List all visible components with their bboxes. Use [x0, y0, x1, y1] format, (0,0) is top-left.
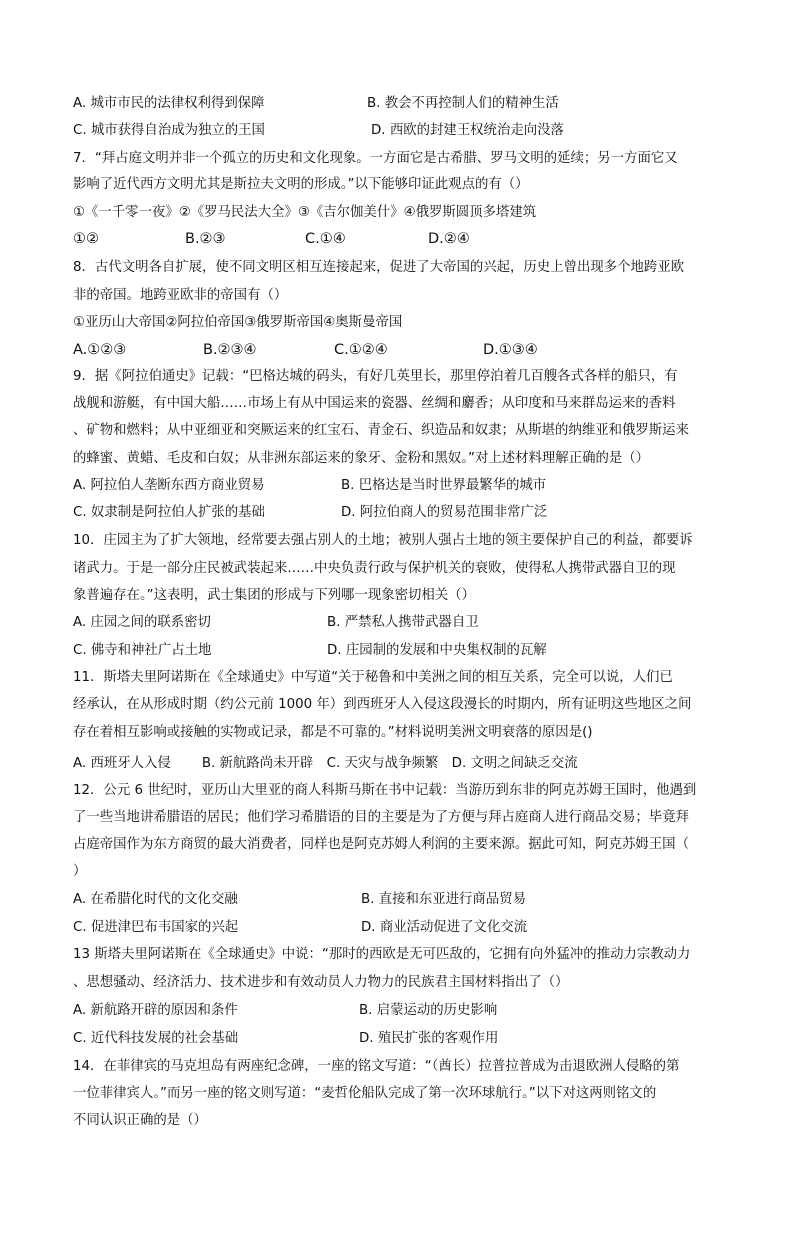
q9-option-a: A. 阿拉伯人垄断东西方商业贸易 — [73, 478, 265, 493]
q9-option-c: C. 奴隶制是阿拉伯人扩张的基础 — [73, 505, 265, 520]
q9-option-b: B. 巴格达是当时世界最繁华的城市 — [341, 478, 547, 493]
q12-option-c: C. 促进津巴布韦国家的兴起 — [73, 920, 239, 935]
q10-stem-line-2: 诸武力。于是一部分庄民被武装起来……中央负责行政与保护机关的衰败，使得私人携带武器自卫的现 — [73, 561, 676, 576]
q12-stem-line-2: 了一些当地讲希腊语的居民；他们学习希腊语的目的主要是为了方便与拜占庭商人进行商品交易；毕竟拜 — [73, 810, 689, 825]
q12-option-b: B. 直接和东亚进行商品贸易 — [361, 892, 526, 907]
q6-option-b: B. 教会不再控制人们的精神生活 — [367, 96, 559, 111]
q9-stem-line-4: 的蜂蜜、黄蜡、毛皮和白奴；从非洲东部运来的象牙、金粉和黑奴。”对上述材料理解正确的是（） — [73, 451, 650, 466]
q12-option-a: A. 在希腊化时代的文化交融 — [73, 892, 238, 907]
q13-stem-line-2: 、思想骚动、经济活力、技术进步和有效动员人力物力的民族君主国材料指出了（） — [73, 975, 569, 990]
q9-option-d: D. 阿拉伯商人的贸易范围非常广泛 — [341, 505, 548, 520]
q8-stem-line-2: 非的帝国。地跨亚欧非的帝国有（） — [73, 288, 288, 303]
q9-stem-line-1: 9．据《阿拉伯通史》记载：“巴格达城的码头，有好几英里长，那里停泊着几百艘各式各样的船只，有 — [73, 369, 678, 384]
q12-stem-line-3: 占庭帝国作为东方商贸的最大消费者，同样也是阿克苏姆人利润的主要来源。据此可知，阿克苏姆王国（ — [73, 837, 689, 852]
q13-option-b: B. 启蒙运动的历史影响 — [359, 1003, 498, 1018]
q8-items-line: ①亚历山大帝国②阿拉伯帝国③俄罗斯帝国④奥斯曼帝国 — [73, 315, 403, 330]
q7-option-b: B.②③ — [185, 231, 226, 247]
q8-option-a: A.①②③ — [73, 342, 127, 358]
q10-stem-line-1: 10．庄园主为了扩大领地，经常要去强占别人的土地；被别人强占土地的领主要保护自己的利益，都要诉 — [73, 533, 693, 548]
q14-stem-line-2: 一位菲律宾人。”而另一座的铭文则写道：“麦哲伦船队完成了第一次环球航行。”以下对这两则铭文的 — [73, 1086, 657, 1101]
q8-stem-line-1: 8．古代文明各自扩展，使不同文明区相互连接起来，促进了大帝国的兴起，历史上曾出现多个地跨亚欧 — [73, 260, 685, 275]
q7-stem-line-1: 7．“拜占庭文明并非一个孤立的历史和文化现象。一方面它是古希腊、罗马文明的延续；另一方面它又 — [73, 151, 678, 166]
q9-stem-line-3: 、矿物和燃料；从中亚细亚和突厥运来的红宝石、青金石、织造品和奴隶；从斯堪的纳维亚和俄罗斯运来 — [73, 423, 689, 438]
q7-option-c: C.①④ — [305, 231, 346, 247]
q13-option-d: D. 殖民扩张的客观作用 — [359, 1031, 499, 1046]
q8-option-b: B.②③④ — [203, 342, 257, 358]
q13-option-a: A. 新航路开辟的原因和条件 — [73, 1003, 238, 1018]
q14-stem-line-1: 14．在菲律宾的马克坦岛有两座纪念碑，一座的铭文写道：“（酋长）拉普拉普成为击退欧洲人侵略的第 — [73, 1059, 680, 1074]
q12-stem-line-4: ） — [73, 864, 87, 879]
q11-stem-line-1: 11．斯塔夫里阿诺斯在《全球通史》中写道“关于秘鲁和中美洲之间的相互关系，完全可以说，人们已 — [73, 670, 673, 685]
q7-option-d: D.②④ — [428, 231, 470, 247]
q6-option-c: C. 城市获得自治成为独立的王国 — [73, 123, 265, 138]
q13-option-c: C. 近代科技发展的社会基础 — [73, 1031, 239, 1046]
q6-option-a: A. 城市市民的法律权利得到保障 — [73, 96, 265, 111]
q10-option-a: A. 庄园之间的联系密切 — [73, 615, 211, 630]
q7-option-a: ①② — [73, 231, 99, 247]
q10-option-b: B. 严禁私人携带武器自卫 — [327, 615, 479, 630]
q11-options-row: A. 西班牙人入侵 B. 新航路尚未开辟 C. 天灾与战争频繁 D. 文明之间缺乏交流 — [73, 756, 578, 771]
q9-stem-line-2: 战舰和游艇，有中国大船……市场上有从中国运来的瓷器、丝绸和麝香；从印度和马来群岛运来的香料 — [73, 396, 676, 411]
q11-stem-line-3: 存在着相互影响或接触的实物或记录，都是不可靠的。”材料说明美洲文明衰落的原因是() — [73, 725, 593, 740]
q7-stem-line-2: 影响了近代西方文明尤其是斯拉夫文明的形成。”以下能够印证此观点的有（） — [73, 177, 529, 192]
q13-stem-line-1: 13 斯塔夫里阿诺斯在《全球通史》中说：“那时的西欧是无可匹敌的，它拥有向外猛冲的推动力宗教动力 — [73, 947, 691, 962]
q8-option-c: C.①②④ — [334, 342, 388, 358]
q8-option-d: D.①③④ — [483, 342, 538, 358]
q11-stem-line-2: 经承认，在从形成时期（约公元前 1000 年）到西班牙人入侵这段漫长的时期内，所有证明这些地区之间 — [73, 697, 692, 712]
q10-stem-line-3: 象普遍存在。”这表明，武士集团的形成与下列哪一现象密切相关（） — [73, 588, 475, 603]
q10-option-c: C. 佛寺和神社广占土地 — [73, 643, 212, 658]
q7-items-line: ①《一千零一夜》②《罗马民法大全》③《吉尔伽美什》④俄罗斯圆顶多塔建筑 — [73, 205, 537, 220]
q14-stem-line-3: 不同认识正确的是（） — [73, 1113, 207, 1128]
q10-option-d: D. 庄园制的发展和中央集权制的瓦解 — [327, 643, 547, 658]
q6-option-d: D. 西欧的封建王权统治走向没落 — [371, 123, 564, 138]
q12-option-d: D. 商业活动促进了文化交流 — [361, 920, 528, 935]
q12-stem-line-1: 12．公元 6 世纪时，亚历山大里亚的商人科斯马斯在书中记载：当游历到东非的阿克苏姆王国时，他遇到 — [73, 783, 697, 798]
